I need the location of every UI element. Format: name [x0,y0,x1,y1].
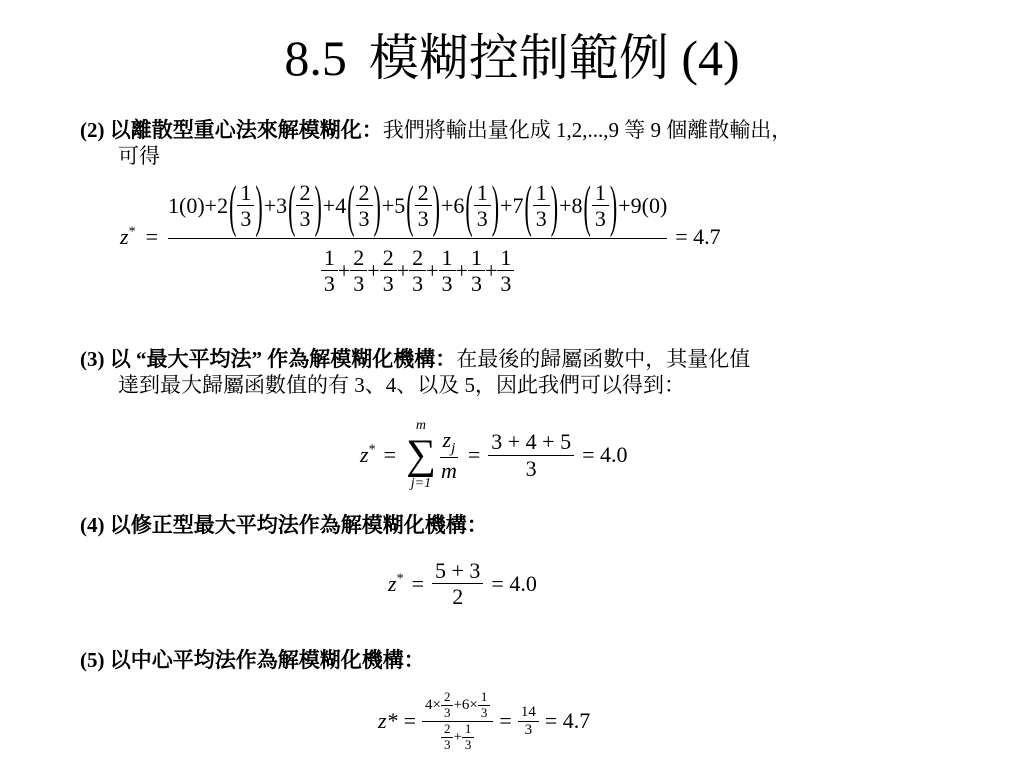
plus: + [453,696,462,713]
fraction-numerator: 2 [409,245,426,271]
equals: = [383,442,396,467]
section-4-text [80,512,488,538]
membership-fraction [592,180,609,232]
fraction-numerator: 1 [592,180,609,206]
coefficient: 6 [453,193,465,219]
fraction-numerator: 2 [350,245,367,271]
plus-sign: + [204,193,218,219]
coefficient: 2 [217,193,229,219]
section-number: 8.5 [284,30,347,86]
membership-fraction [356,180,373,232]
center-average-result: = 4.7 [544,708,591,734]
modified-mom-numerator: 5 + 3 [432,558,483,584]
open-paren: ( [229,172,237,238]
fraction-denominator: 3 [470,270,482,296]
centroid-denominator [318,239,518,297]
plus-sign: + [559,193,572,219]
section-2-line1: 我們將輸出量化成 1,2,...,9 等 9 個離散輸出， [382,118,793,142]
mom-result: = 4.0 [582,442,628,467]
section-5-equation [378,690,590,753]
mini-den: 3 [443,736,451,752]
fraction-denominator: 3 [240,206,252,232]
mini-num: 1 [478,690,491,706]
plus-sign: + [322,193,336,219]
summation [406,418,436,492]
open-paren: ( [641,193,649,219]
mini-fraction [441,690,454,721]
section-5-number: (5) [80,648,105,672]
plus-sign: + [455,257,468,283]
coefficient: 4 [335,193,347,219]
mini-fraction [441,722,454,753]
fraction-denominator: 3 [323,270,335,296]
fraction-numerator: 1 [237,180,254,206]
plus-sign: + [618,193,631,219]
mini-num: 1 [462,722,475,738]
section-2-number: (2) [80,118,105,142]
star: * [128,224,136,240]
plus-sign: + [367,257,380,283]
open-paren: ( [406,172,414,238]
fraction-denominator: 3 [382,270,394,296]
membership-fraction [409,245,426,297]
equals: = [467,442,481,467]
m-symbol: m [440,458,457,484]
fraction-denominator: 3 [358,206,370,232]
modified-mom-result: = 4.0 [491,570,537,596]
modified-mom-denominator: 2 [452,584,464,610]
membership-fraction [497,245,514,297]
three: 3 [524,721,533,738]
plus: + [453,728,462,745]
plus-sign: + [381,193,395,219]
membership-fraction [321,245,338,297]
fraction-numerator: 1 [321,245,338,271]
membership-fraction [468,245,485,297]
values-sum: 3 + 4 + 5 [488,429,574,455]
sigma-symbol: ∑ [405,432,436,478]
mini-den: 3 [480,704,488,720]
sum-lower: j=1 [410,476,432,491]
membership-fraction [350,245,367,297]
open-paren: ( [288,172,296,238]
sub-j: j [451,439,456,456]
fraction-denominator: 3 [353,270,365,296]
z-symbol: z [388,570,397,596]
centroid-result: = 4.7 [675,224,721,250]
fraction-numerator: 1 [439,245,456,271]
membership-fraction [415,180,432,232]
section-3-equation [360,418,628,492]
close-paren: ) [197,193,205,219]
term-6x: 6× [461,696,478,713]
equals: = [499,708,512,734]
fraction-denominator: 3 [500,270,512,296]
fraction-numerator: 2 [296,180,313,206]
membership-fraction [296,180,313,232]
coefficient: 3 [276,193,288,219]
fraction-denominator: 3 [441,270,453,296]
close-paren: ) [491,172,500,238]
values-fraction [488,429,574,481]
coefficient: 7 [512,193,524,219]
section-3-number: (3) [80,347,105,371]
close-paren: ) [432,172,440,238]
membership-fraction [533,180,550,232]
close-paren: ) [550,172,559,238]
fraction-denominator: 3 [417,206,429,232]
fraction-numerator: 2 [380,245,397,271]
close-paren: ) [314,172,322,238]
fraction-denominator: 3 [594,206,606,232]
z-symbol: z [360,442,369,467]
fraction-denominator: 3 [535,206,547,232]
fourteen: 14 [518,704,539,722]
star: * [368,442,376,458]
fraction-denominator: 3 [299,206,311,232]
section-4-number: (4) [80,513,105,537]
mini-num: 2 [441,722,454,738]
title-text: 模糊控制範例 (4) [368,30,740,86]
membership-value: 0 [186,193,198,219]
plus-sign: + [426,257,439,283]
open-paren: ( [465,172,473,238]
plus-sign: + [484,257,498,283]
section-5-heading: 以中心平均法作為解模糊化機構： [109,648,425,672]
section-2-equation [120,172,721,296]
modified-mom-fraction [432,558,483,610]
values-count: 3 [525,455,537,481]
mini-den: 3 [443,704,451,720]
section-2-text [80,117,792,169]
section-2-heading: 以離散型重心法來解模糊化： [109,118,383,142]
plus-sign: + [337,257,351,283]
section-3-text [80,346,750,398]
close-paren: ) [609,172,618,238]
section-3-line2: 達到最大歸屬函數值的有 3、4、以及 5，因此我們可以得到： [118,373,685,397]
open-paren: ( [178,193,187,219]
mean-fraction [438,427,460,484]
mini-den: 3 [464,736,472,752]
membership-value: 0 [648,193,660,219]
coefficient: 1 [167,193,179,219]
close-paren: ) [659,193,668,219]
fraction-denominator: 3 [476,206,488,232]
section-4-heading: 以修正型最大平均法作為解模糊化機構： [109,513,488,537]
coefficient: 5 [394,193,406,219]
fraction-numerator: 1 [533,180,550,206]
equals: = [145,224,158,250]
mini-fraction [462,722,475,753]
section-4-equation [388,558,537,610]
close-paren: ) [255,172,263,238]
center-average-fraction [422,690,493,753]
z-sub-j: z [442,426,452,452]
fraction-numerator: 2 [356,180,373,206]
section-3-heading: 以 “最大平均法” 作為解模糊化機構： [109,347,457,371]
page-title [0,28,1024,88]
coefficient: 9 [630,193,642,219]
mini-num: 2 [441,690,454,706]
plus-sign: + [396,257,410,283]
fraction-denominator: 3 [412,270,424,296]
open-paren: ( [524,172,532,238]
z-star: z* [378,708,398,734]
plus-sign: + [440,193,454,219]
fraction-numerator: 1 [468,245,485,271]
open-paren: ( [347,172,355,238]
fraction-numerator: 1 [497,245,514,271]
equals: = [411,570,424,596]
equals: = [403,708,416,734]
section-3-line1: 在最後的歸屬函數中，其量化值 [456,347,751,371]
open-paren: ( [583,172,591,238]
centroid-numerator [167,172,668,239]
centroid-fraction [167,172,668,296]
z-symbol: z [120,224,129,250]
center-average-denominator [438,722,477,753]
plus-sign: + [500,193,513,219]
membership-fraction [380,245,397,297]
star: * [396,571,404,587]
center-average-numerator [422,690,493,722]
fraction-numerator: 1 [474,180,491,206]
fourteen-thirds [518,704,539,740]
sum-upper: m [415,418,427,433]
membership-fraction [237,180,254,232]
section-2-line2: 可得 [118,144,160,168]
section-5-text [80,647,425,673]
membership-fraction [439,245,456,297]
close-paren: ) [373,172,381,238]
mini-fraction [478,690,491,721]
coefficient: 8 [571,193,583,219]
term-4x: 4× [424,696,441,713]
fraction-numerator: 2 [415,180,432,206]
plus-sign: + [263,193,277,219]
membership-fraction [474,180,491,232]
